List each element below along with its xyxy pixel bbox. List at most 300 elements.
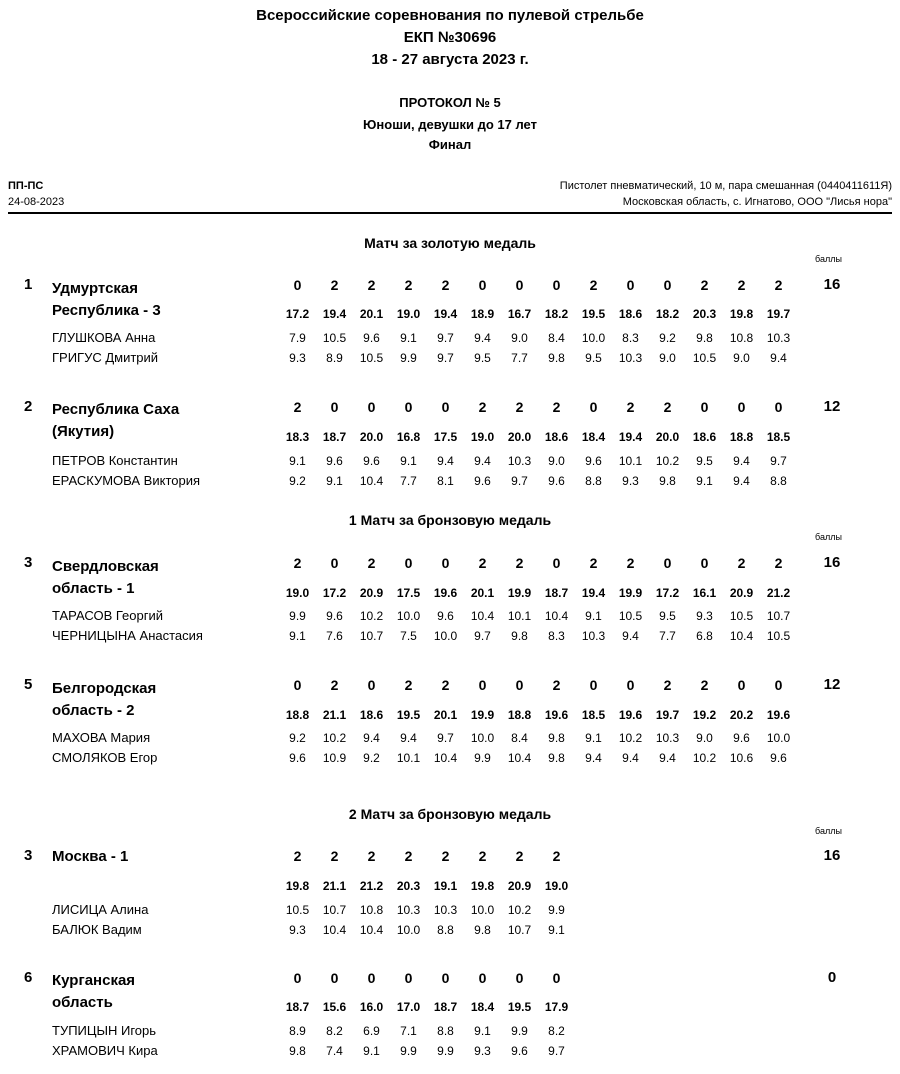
athlete-shots-cell: 8.1 [437,474,454,488]
series-sums-cell: 18.8 [729,430,754,444]
athlete-shots-cell: 10.4 [470,609,495,623]
athlete-shots-cell: 6.8 [696,629,713,643]
athlete-shots-cell: 8.3 [622,331,639,345]
athlete-shots-cell: 9.1 [289,629,306,643]
athlete-shots-row [279,351,797,365]
athlete-shots-cell: 10.1 [618,454,643,468]
total-points: 16 [823,554,841,571]
athlete-shots-cell: 9.3 [289,923,306,937]
series-sums-cell: 16.0 [359,1000,384,1014]
athlete-shots-cell: 9.7 [548,1044,565,1058]
athlete-shots-cell: 9.4 [733,454,750,468]
match-points-cell: 2 [367,848,376,864]
section-title: 2 Матч за бронзовую медаль [348,806,552,822]
series-sums-cell: 21.1 [322,708,347,722]
series-sums-cell: 21.1 [322,879,347,893]
athlete-shots-cell: 8.3 [548,629,565,643]
competition-date: 24-08-2023 [8,196,65,208]
athlete-shots-row [279,751,797,765]
match-points-cell: 2 [626,399,635,415]
series-sums-cell: 19.8 [729,307,754,321]
series-sums-cell: 19.6 [766,708,791,722]
match-points-cell: 2 [774,277,783,293]
athlete-shots-cell: 10.7 [766,609,791,623]
series-sums-cell: 19.5 [396,708,421,722]
athlete-shots-cell: 10.3 [433,903,458,917]
match-points-cell: 0 [515,277,524,293]
athlete-shots-cell: 9.9 [548,903,565,917]
athlete-shots-cell: 9.8 [289,1044,306,1058]
series-sums-cell: 18.6 [618,307,643,321]
series-sums-cell: 19.4 [618,430,643,444]
points-label: баллы [815,826,842,836]
athlete-shots-cell: 9.0 [733,351,750,365]
athlete-shots-cell: 9.7 [437,331,454,345]
athlete-shots-row [279,1044,575,1058]
athlete-shots-cell: 9.3 [474,1044,491,1058]
match-points-cell: 2 [441,848,450,864]
match-points-cell: 0 [737,399,746,415]
series-sums-cell: 18.7 [544,586,569,600]
athlete-name: ГРИГУС Дмитрий [52,350,159,365]
athlete-shots-cell: 9.1 [585,731,602,745]
athlete-shots-cell: 9.9 [400,351,417,365]
series-sums-cell: 17.9 [544,1000,569,1014]
series-sums-row [279,307,797,321]
athlete-shots-cell: 10.5 [359,351,384,365]
athlete-shots-cell: 10.3 [396,903,421,917]
match-points-cell: 0 [330,399,339,415]
series-sums-cell: 18.6 [692,430,717,444]
athlete-shots-cell: 8.4 [511,731,528,745]
athlete-shots-cell: 9.4 [474,331,491,345]
match-points-cell: 2 [330,277,339,293]
athlete-shots-cell: 10.2 [507,903,532,917]
match-points-cell: 0 [293,677,302,693]
athlete-shots-cell: 7.9 [289,331,306,345]
athlete-shots-cell: 10.4 [544,609,569,623]
points-label: баллы [815,532,842,542]
match-points-cell: 2 [626,555,635,571]
athlete-shots-cell: 9.9 [511,1024,528,1038]
series-sums-cell: 20.0 [359,430,384,444]
athlete-shots-cell: 10.0 [396,609,421,623]
athlete-shots-row [279,1024,575,1038]
team-name [52,278,292,322]
athlete-shots-cell: 9.1 [326,474,343,488]
series-sums-cell: 20.1 [359,307,384,321]
series-sums-cell: 18.8 [285,708,310,722]
athlete-shots-cell: 9.1 [696,474,713,488]
athlete-shots-row [279,331,797,345]
athlete-shots-cell: 10.3 [507,454,532,468]
athlete-shots-cell: 10.4 [322,923,347,937]
series-sums-cell: 20.3 [692,307,717,321]
athlete-shots-cell: 8.8 [437,1024,454,1038]
athlete-shots-cell: 10.7 [507,923,532,937]
discipline-code: ПП-ПС [8,180,44,192]
series-sums-cell: 20.2 [729,708,754,722]
series-sums-cell: 18.2 [544,307,569,321]
series-sums-cell: 17.0 [396,1000,421,1014]
athlete-shots-cell: 10.3 [655,731,680,745]
match-points-cell: 0 [626,677,635,693]
athlete-shots-cell: 7.7 [511,351,528,365]
athlete-name: ТАРАСОВ Георгий [52,608,163,623]
athlete-shots-cell: 8.2 [548,1024,565,1038]
athlete-name: ЛИСИЦА Алина [52,902,149,917]
match-points-cell: 2 [404,677,413,693]
match-points-cell: 0 [774,677,783,693]
match-points-cell: 2 [663,399,672,415]
match-points-cell: 2 [515,848,524,864]
series-sums-cell: 20.0 [507,430,532,444]
athlete-shots-cell: 8.8 [770,474,787,488]
athlete-name: ЧЕРНИЦЫНА Анастасия [52,628,203,643]
match-points-cell: 0 [663,555,672,571]
athlete-shots-cell: 9.0 [696,731,713,745]
athlete-shots-cell: 10.5 [285,903,310,917]
series-sums-cell: 18.5 [766,430,791,444]
event-dates: 18 - 27 августа 2023 г. [371,51,529,68]
athlete-shots-cell: 10.3 [618,351,643,365]
match-points-cell: 0 [478,277,487,293]
athlete-shots-cell: 9.7 [474,629,491,643]
total-points: 16 [823,276,841,293]
series-sums-cell: 17.2 [322,586,347,600]
athlete-shots-cell: 10.4 [729,629,754,643]
athlete-shots-cell: 9.1 [400,454,417,468]
series-sums-cell: 18.6 [359,708,384,722]
match-points-cell: 2 [367,555,376,571]
athlete-shots-cell: 9.6 [548,474,565,488]
match-points-cell: 0 [700,399,709,415]
athlete-shots-row [279,474,797,488]
match-points-cell: 0 [478,970,487,986]
athlete-shots-cell: 7.5 [400,629,417,643]
athlete-shots-cell: 9.6 [363,331,380,345]
athlete-shots-cell: 9.6 [289,751,306,765]
athlete-shots-cell: 10.6 [729,751,754,765]
header-divider [8,212,892,214]
match-points-cell: 2 [330,848,339,864]
match-points-cell: 2 [737,277,746,293]
athlete-shots-cell: 9.9 [474,751,491,765]
team-name-line: область - 2 [52,702,135,719]
series-sums-cell: 19.6 [544,708,569,722]
match-points-cell: 0 [441,399,450,415]
athlete-shots-cell: 9.5 [696,454,713,468]
team-name [52,970,292,1014]
series-sums-cell: 18.9 [470,307,495,321]
athlete-shots-cell: 9.6 [770,751,787,765]
athlete-shots-cell: 9.8 [511,629,528,643]
team-name-line: Республика Саха [52,401,180,418]
athlete-shots-cell: 9.7 [511,474,528,488]
series-sums-row [279,586,797,600]
athlete-shots-cell: 9.8 [474,923,491,937]
team-place: 1 [24,276,33,293]
series-sums-cell: 20.9 [507,879,532,893]
athlete-shots-cell: 9.4 [400,731,417,745]
match-points-cell: 0 [626,277,635,293]
match-points-cell: 0 [774,399,783,415]
series-sums-cell: 20.0 [655,430,680,444]
athlete-shots-cell: 9.6 [326,454,343,468]
athlete-shots-row [279,731,797,745]
athlete-shots-row [279,629,797,643]
team-place: 3 [24,847,33,864]
team-name [52,678,292,722]
match-points-cell: 0 [515,970,524,986]
team-name [52,399,292,443]
athlete-shots-cell: 6.9 [363,1024,380,1038]
match-points-cell: 0 [700,555,709,571]
athlete-shots-cell: 9.1 [363,1044,380,1058]
series-sums-cell: 18.6 [544,430,569,444]
match-points-cell: 0 [441,555,450,571]
series-sums-cell: 18.2 [655,307,680,321]
series-sums-cell: 20.1 [470,586,495,600]
match-points-row [279,277,797,293]
athlete-shots-row [279,454,797,468]
match-points-cell: 0 [663,277,672,293]
series-sums-cell: 15.6 [322,1000,347,1014]
match-points-cell: 0 [404,970,413,986]
total-points: 12 [823,676,841,693]
match-points-cell: 2 [293,555,302,571]
athlete-shots-cell: 9.2 [659,331,676,345]
match-points-cell: 2 [330,677,339,693]
athlete-shots-cell: 9.0 [659,351,676,365]
athlete-shots-cell: 8.8 [437,923,454,937]
match-points-cell: 2 [293,399,302,415]
athlete-shots-cell: 10.2 [359,609,384,623]
series-sums-cell: 19.4 [322,307,347,321]
athlete-shots-cell: 9.6 [363,454,380,468]
team-name [52,556,292,600]
athlete-shots-cell: 10.7 [359,629,384,643]
venue: Московская область, с. Игнатово, ООО "Лисья нора" [622,196,892,208]
athlete-shots-cell: 10.1 [396,751,421,765]
match-points-cell: 2 [478,555,487,571]
athlete-shots-cell: 9.4 [585,751,602,765]
athlete-shots-cell: 9.1 [585,609,602,623]
match-points-cell: 0 [589,677,598,693]
team-place: 2 [24,398,33,415]
series-sums-cell: 16.8 [396,430,421,444]
stage-name: Финал [428,137,472,152]
team-place: 5 [24,676,33,693]
series-sums-cell: 19.5 [507,1000,532,1014]
athlete-shots-cell: 9.0 [511,331,528,345]
athlete-shots-cell: 10.3 [766,331,791,345]
series-sums-cell: 16.7 [507,307,532,321]
series-sums-cell: 18.7 [322,430,347,444]
match-points-cell: 0 [367,970,376,986]
series-sums-cell: 19.6 [433,586,458,600]
athlete-shots-cell: 8.8 [585,474,602,488]
athlete-name: БАЛЮК Вадим [52,922,142,937]
series-sums-cell: 18.8 [507,708,532,722]
series-sums-cell: 17.5 [396,586,421,600]
series-sums-cell: 18.7 [433,1000,458,1014]
series-sums-cell: 20.9 [729,586,754,600]
match-points-cell: 2 [589,277,598,293]
series-sums-cell: 18.3 [285,430,310,444]
athlete-shots-cell: 9.2 [289,731,306,745]
section-title: Матч за золотую медаль [364,235,536,251]
athlete-shots-cell: 7.1 [400,1024,417,1038]
series-sums-cell: 19.9 [470,708,495,722]
athlete-shots-cell: 9.1 [289,454,306,468]
points-label: баллы [815,254,842,264]
team-name-line: область - 1 [52,580,135,597]
athlete-shots-cell: 9.9 [437,1044,454,1058]
athlete-shots-cell: 10.4 [359,474,384,488]
athlete-shots-cell: 7.7 [400,474,417,488]
match-points-cell: 2 [700,277,709,293]
match-points-cell: 0 [404,399,413,415]
athlete-shots-row [279,609,797,623]
athlete-shots-cell: 10.8 [359,903,384,917]
match-points-cell: 2 [404,848,413,864]
athlete-shots-cell: 9.4 [474,454,491,468]
section-title: 1 Матч за бронзовую медаль [348,512,552,528]
athlete-shots-cell: 9.3 [289,351,306,365]
series-sums-cell: 16.1 [692,586,717,600]
series-sums-row [279,1000,575,1014]
athlete-shots-cell: 9.4 [622,751,639,765]
match-points-row [279,970,575,986]
team-name [52,846,292,868]
match-points-cell: 0 [737,677,746,693]
team-name-line: Удмуртская [52,280,139,297]
athlete-shots-cell: 10.9 [322,751,347,765]
athlete-shots-cell: 10.4 [433,751,458,765]
match-points-cell: 0 [515,677,524,693]
series-sums-row [279,708,797,722]
match-points-cell: 2 [552,677,561,693]
total-points: 16 [823,847,841,864]
event-title: Всероссийские соревнования по пулевой стрельбе [256,7,644,24]
protocol-number: ПРОТОКОЛ № 5 [399,95,501,110]
series-sums-cell: 19.7 [766,307,791,321]
match-points-cell: 0 [293,277,302,293]
athlete-shots-cell: 10.0 [470,731,495,745]
athlete-shots-cell: 9.3 [622,474,639,488]
match-points-cell: 0 [367,399,376,415]
athlete-shots-cell: 9.4 [622,629,639,643]
athlete-shots-cell: 10.2 [618,731,643,745]
athlete-shots-cell: 9.6 [474,474,491,488]
team-name-line: Курганская [52,972,136,989]
series-sums-cell: 21.2 [766,586,791,600]
series-sums-cell: 19.8 [285,879,310,893]
match-points-cell: 2 [515,555,524,571]
match-points-cell: 0 [552,970,561,986]
age-category: Юноши, девушки до 17 лет [363,117,537,132]
series-sums-cell: 20.1 [433,708,458,722]
athlete-shots-cell: 10.4 [359,923,384,937]
match-points-cell: 2 [737,555,746,571]
athlete-shots-cell: 10.2 [322,731,347,745]
athlete-shots-cell: 10.0 [470,903,495,917]
athlete-shots-cell: 10.0 [433,629,458,643]
athlete-shots-cell: 9.4 [733,474,750,488]
athlete-shots-cell: 9.1 [548,923,565,937]
series-sums-cell: 19.4 [581,586,606,600]
total-points: 12 [823,398,841,415]
athlete-shots-cell: 9.1 [474,1024,491,1038]
athlete-shots-cell: 10.3 [581,629,606,643]
athlete-shots-cell: 10.0 [766,731,791,745]
athlete-shots-cell: 9.5 [474,351,491,365]
series-sums-cell: 19.1 [433,879,458,893]
match-points-cell: 2 [774,555,783,571]
athlete-shots-row [279,923,575,937]
athlete-shots-cell: 9.8 [659,474,676,488]
team-name-line: (Якутия) [52,423,115,440]
athlete-shots-cell: 9.4 [437,454,454,468]
team-name-line: Республика - 3 [52,302,161,319]
match-points-cell: 2 [589,555,598,571]
athlete-shots-cell: 9.6 [437,609,454,623]
athlete-shots-cell: 9.2 [363,751,380,765]
athlete-shots-cell: 9.0 [548,454,565,468]
series-sums-cell: 19.4 [433,307,458,321]
team-name-line: Москва - 1 [52,848,129,865]
series-sums-cell: 19.0 [544,879,569,893]
athlete-shots-cell: 10.5 [322,331,347,345]
athlete-shots-cell: 9.6 [585,454,602,468]
series-sums-cell: 20.9 [359,586,384,600]
match-points-cell: 2 [404,277,413,293]
match-points-cell: 0 [404,555,413,571]
series-sums-cell: 18.7 [285,1000,310,1014]
athlete-shots-cell: 9.6 [511,1044,528,1058]
match-points-cell: 2 [478,848,487,864]
athlete-shots-cell: 9.5 [585,351,602,365]
athlete-shots-cell: 8.2 [326,1024,343,1038]
athlete-shots-cell: 9.1 [400,331,417,345]
match-points-cell: 2 [367,277,376,293]
match-points-cell: 0 [330,970,339,986]
athlete-shots-cell: 10.5 [729,609,754,623]
series-sums-cell: 19.0 [285,586,310,600]
match-points-cell: 2 [552,848,561,864]
athlete-shots-cell: 9.9 [400,1044,417,1058]
discipline-name: Пистолет пневматический, 10 м, пара смешанная (0440411611Я) [559,180,892,192]
athlete-shots-cell: 9.3 [696,609,713,623]
series-sums-row [279,879,575,893]
athlete-shots-cell: 9.4 [659,751,676,765]
series-sums-cell: 17.5 [433,430,458,444]
athlete-shots-cell: 9.7 [770,454,787,468]
athlete-shots-cell: 10.8 [729,331,754,345]
match-points-cell: 0 [552,555,561,571]
match-points-cell: 2 [441,277,450,293]
athlete-shots-cell: 10.0 [581,331,606,345]
series-sums-cell: 19.9 [507,586,532,600]
match-points-cell: 0 [330,555,339,571]
team-name-line: Свердловская [52,558,159,575]
athlete-shots-cell: 8.4 [548,331,565,345]
athlete-shots-row [279,903,575,917]
athlete-shots-cell: 7.4 [326,1044,343,1058]
match-points-row [279,555,797,571]
athlete-shots-cell: 9.7 [437,731,454,745]
